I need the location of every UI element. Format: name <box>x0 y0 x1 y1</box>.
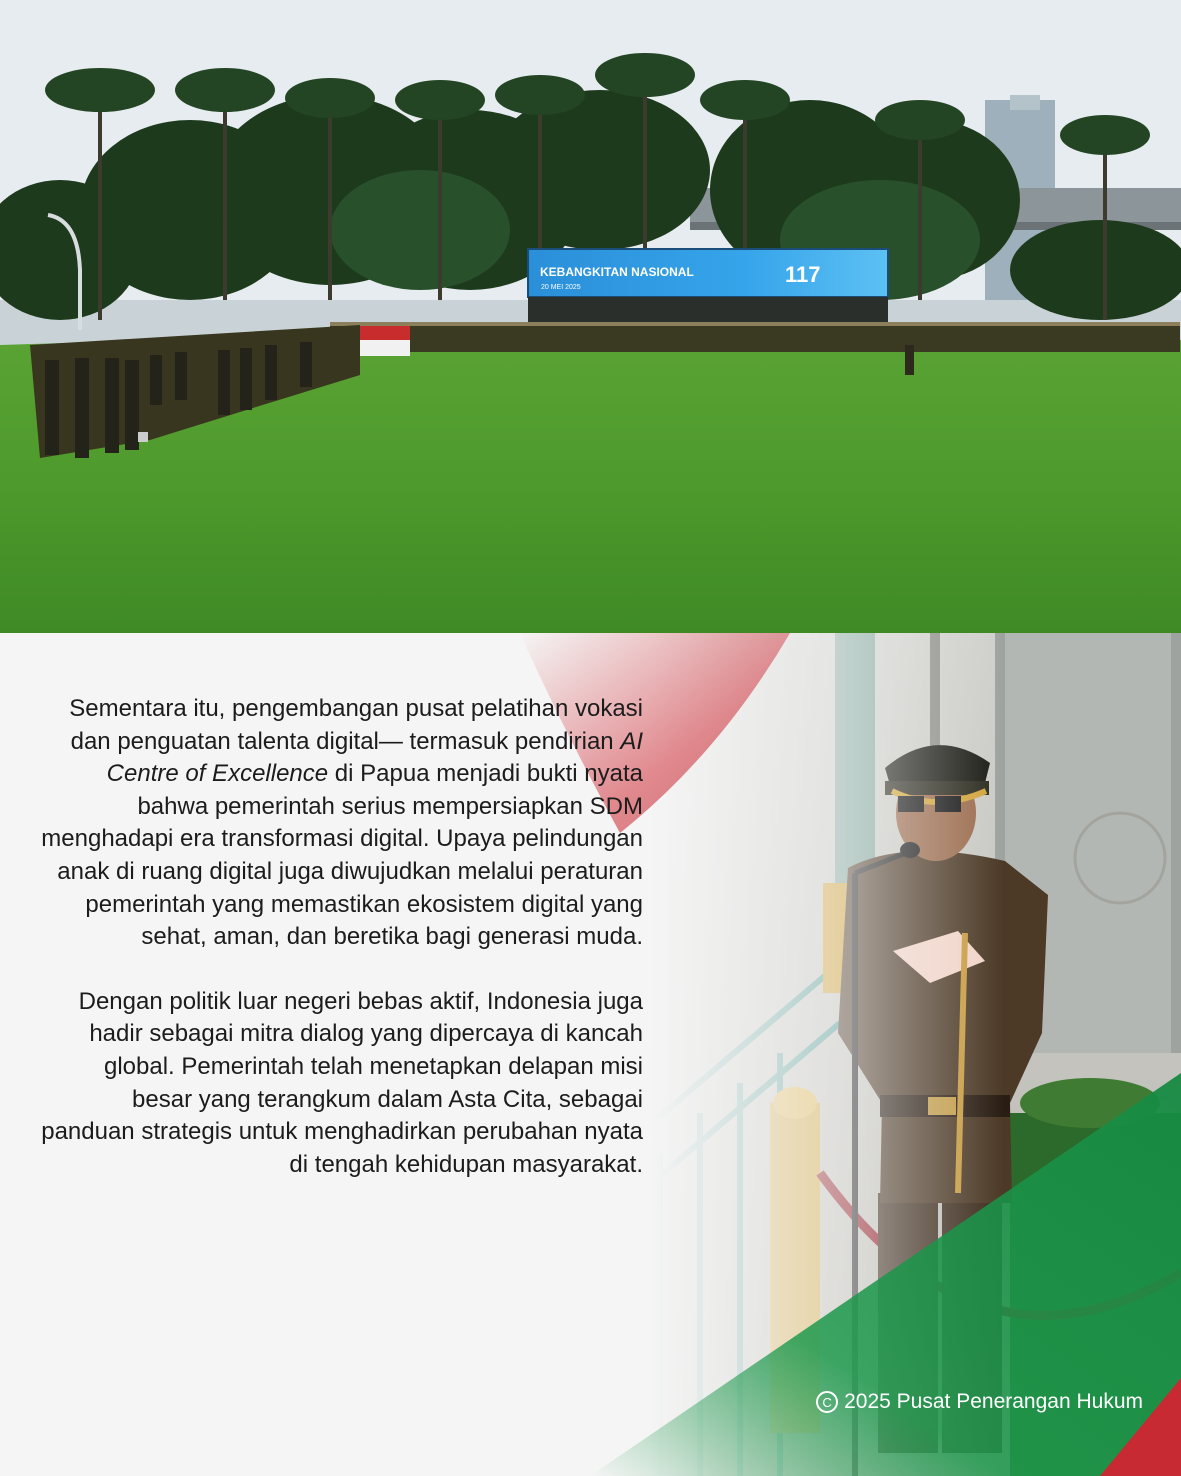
paragraph-1 <box>40 693 643 954</box>
copyright-icon: C <box>816 1391 838 1413</box>
content-section <box>0 633 1181 1476</box>
copyright-notice <box>816 1390 1143 1414</box>
paragraph-1-part-b: di Papua menjadi bukti nyata bahwa pemerintah serius mempersiapkan SDM menghadapi era transformasi digital. Upaya pelindungan anak di ruang digital juga diwujudkan melalui peraturan pemerintah yang memastikan ekosistem digital yang sehat, aman, dan beretika bagi generasi muda. <box>41 760 643 951</box>
paragraph-2: Dengan politik luar negeri bebas aktif, Indonesia juga hadir sebagai mitra dialog yang dipercaya di kancah global. Pemerintah telah menetapkan delapan misi besar yang terangkum dalam Asta Cita, sebagai panduan strategis untuk menghadirkan perubahan nyata di tengah kehidupan masyarakat. <box>41 987 643 1178</box>
copyright-text: 2025 Pusat Penerangan Hukum <box>844 1390 1143 1413</box>
banner-date: 20 MEI 2025 <box>541 284 581 291</box>
ceremony-photo <box>0 0 1181 633</box>
paragraph-1-part-a: Sementara itu, pengembangan pusat pelatihan vokasi dan penguatan talenta digital— termasuk pendirian <box>69 695 643 755</box>
banner-title: KEBANGKITAN NASIONAL <box>540 265 694 279</box>
article-text <box>40 693 643 1181</box>
banner-number: 117 <box>785 262 821 287</box>
paragraph-1-italic: AI Centre of Excellence <box>106 727 643 788</box>
